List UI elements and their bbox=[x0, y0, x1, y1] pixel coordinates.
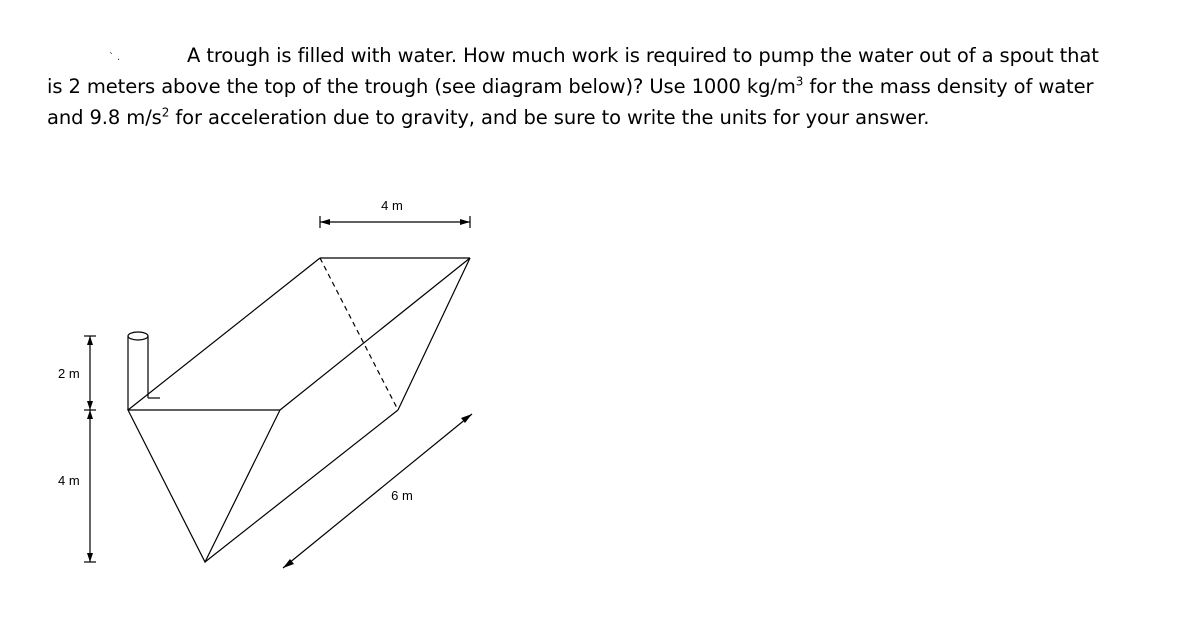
spout-height-arrow-bottom bbox=[87, 401, 93, 410]
width-label: 4 m bbox=[381, 198, 403, 213]
width-arrow-left bbox=[320, 219, 330, 225]
length-dimension-line bbox=[283, 414, 472, 568]
depth-arrow-bottom bbox=[87, 553, 93, 562]
problem-line-1-text: A trough is filled with water. How much work is required to pump the water out of a spout that bbox=[187, 44, 1099, 67]
problem-line-3-pre: and 9.8 m/s bbox=[47, 106, 162, 129]
front-triangle-face bbox=[128, 410, 280, 562]
width-arrow-right bbox=[460, 219, 470, 225]
back-slope-edge bbox=[398, 258, 470, 410]
cubed-superscript: 3 bbox=[795, 74, 804, 89]
spout-opening bbox=[128, 332, 148, 340]
stray-marks: ` . bbox=[109, 52, 121, 63]
hidden-back-edge bbox=[320, 258, 398, 410]
depth-arrow-top bbox=[87, 410, 93, 419]
spout-height-label: 2 m bbox=[58, 366, 80, 381]
spout-height-arrow-top bbox=[87, 336, 93, 345]
top-left-edge bbox=[128, 258, 320, 410]
squared-superscript: 2 bbox=[161, 105, 170, 120]
problem-line-2-post: for the mass density of water bbox=[803, 75, 1094, 98]
depth-label: 4 m bbox=[58, 473, 80, 488]
top-right-edge bbox=[280, 258, 470, 410]
bottom-ridge-edge bbox=[205, 410, 398, 562]
problem-line-3-post: for acceleration due to gravity, and be sure to write the units for your answer. bbox=[169, 106, 930, 129]
problem-line-2-pre: is 2 meters above the top of the trough (see diagram below)? Use 1000 kg/m bbox=[47, 75, 796, 98]
length-label: 6 m bbox=[391, 488, 413, 503]
